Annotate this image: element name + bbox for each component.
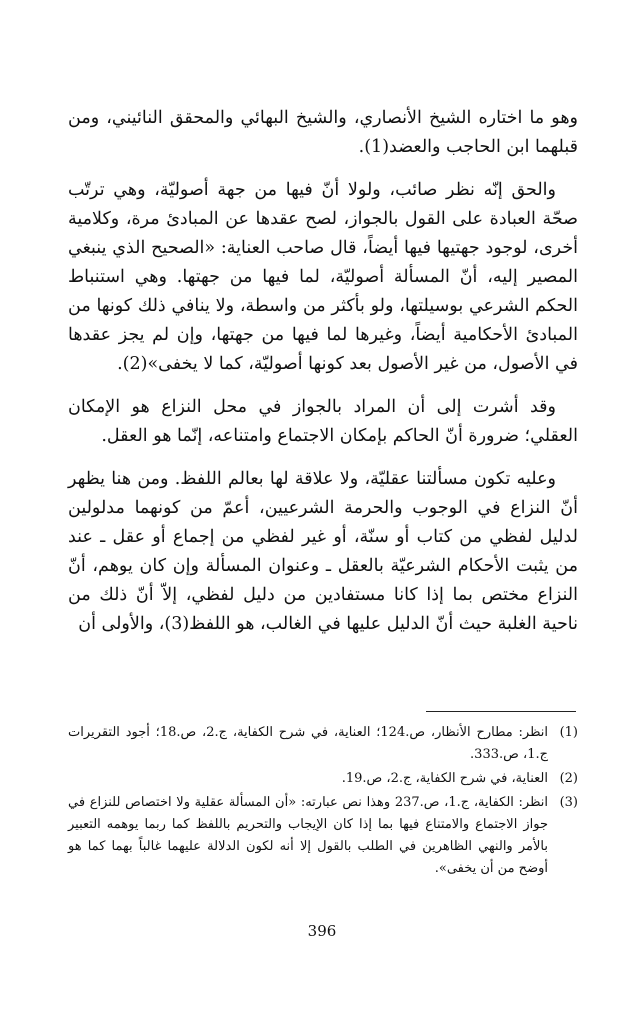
paragraph-3: وقد أشرت إلى أن المراد بالجواز في محل النزاع هو الإمكان العقلي؛ ضرورة أنّ الحاكم بإمكان الاجتماع وامتناعه، إنّما هو العقل. [68, 397, 578, 446]
footnotes [68, 722, 578, 882]
paragraph-4: وعليه تكون مسألتنا عقليّة، ولا علاقة لها بعالم اللفظ. ومن هنا يظهر أنّ النزاع في الوجوب والحرمة الشرعيين، أعمّ من كونهما مدلولين لدليل لفظي من كتاب أو سنّة، أو غير لفظي من إجماع أو عقل ـ عند من يثبت الأحكام الشرعيّة بالعقل ـ وعنوان المسألة وإن كان يوهم، أنّ النزاع مختص بما إذا كانا مستفادين من دليل لفظي، إلاّ أنّ ذلك من ناحية الغلبة حيث أنّ الدليل عليها في الغالب، هو اللفظ(3)، والأولى أن [68, 469, 578, 634]
paragraph-2: والحق إنّه نظر صائب، ولولا أنّ فيها من جهة أصوليّة، وهي ترتّب صحّة العبادة على القول بالجواز، لصح عقدها عن المبادئ مرة، وكلامية أخرى، لوجود جهتيها فيها أيضاً، قال صاحب العناية: «الصحيح الذي ينبغي المصير إليه، أنّ المسألة أصوليّة، لما فيها من جهتها. وهي استنباط الحكم الشرعي بوسيلتها، ولو بأكثر من واسطة، ولا ينافي ذلك كونها من المبادئ الأحكامية أيضاً، وغيرها لما فيها من جهتها، وإن لم يجز عقدها في الأصول، من غير الأصول بعد كونها أصوليّة، كما لا يخفى»(2). [68, 180, 578, 374]
footnote-2 [68, 768, 578, 790]
footnote-text: العناية، في شرح الكفاية، ج.2، ص.19. [341, 771, 548, 786]
footnote-number: (3) [559, 795, 578, 810]
footnote-3 [68, 792, 578, 880]
page-number: 396 [307, 922, 337, 940]
paragraph-1: وهو ما اختاره الشيخ الأنصاري، والشيخ البهائي والمحقق النائيني، ومن قبلهما ابن الحاجب والعضد(1). [68, 108, 578, 157]
footnote-number: (2) [559, 771, 578, 786]
footnote-text: انظر: الكفاية، ج.1، ص.237 وهذا نص عبارته: «أن المسألة عقلية ولا اختصاص للنزاع في جواز الاجتماع والامتناع فيها بما إذا كان الإيجاب والتحريم باللفظ كما ربما يوهمه التعبير بالأمر والنهي الظاهرين في الطلب بالقول إلا أنه لكون الدلالة عليهما غالباً بهما كما هو أوضح من أن يخفى». [68, 795, 549, 876]
footnote-1 [68, 722, 578, 766]
footnote-divider [426, 711, 576, 712]
footnote-text: انظر: مطارح الأنظار، ص.124؛ العناية، في شرح الكفاية، ج.2، ص.18؛ أجود التقريرات ج.1، ص.333. [68, 725, 548, 762]
footnote-number: (1) [559, 725, 578, 740]
main-text [68, 104, 578, 653]
